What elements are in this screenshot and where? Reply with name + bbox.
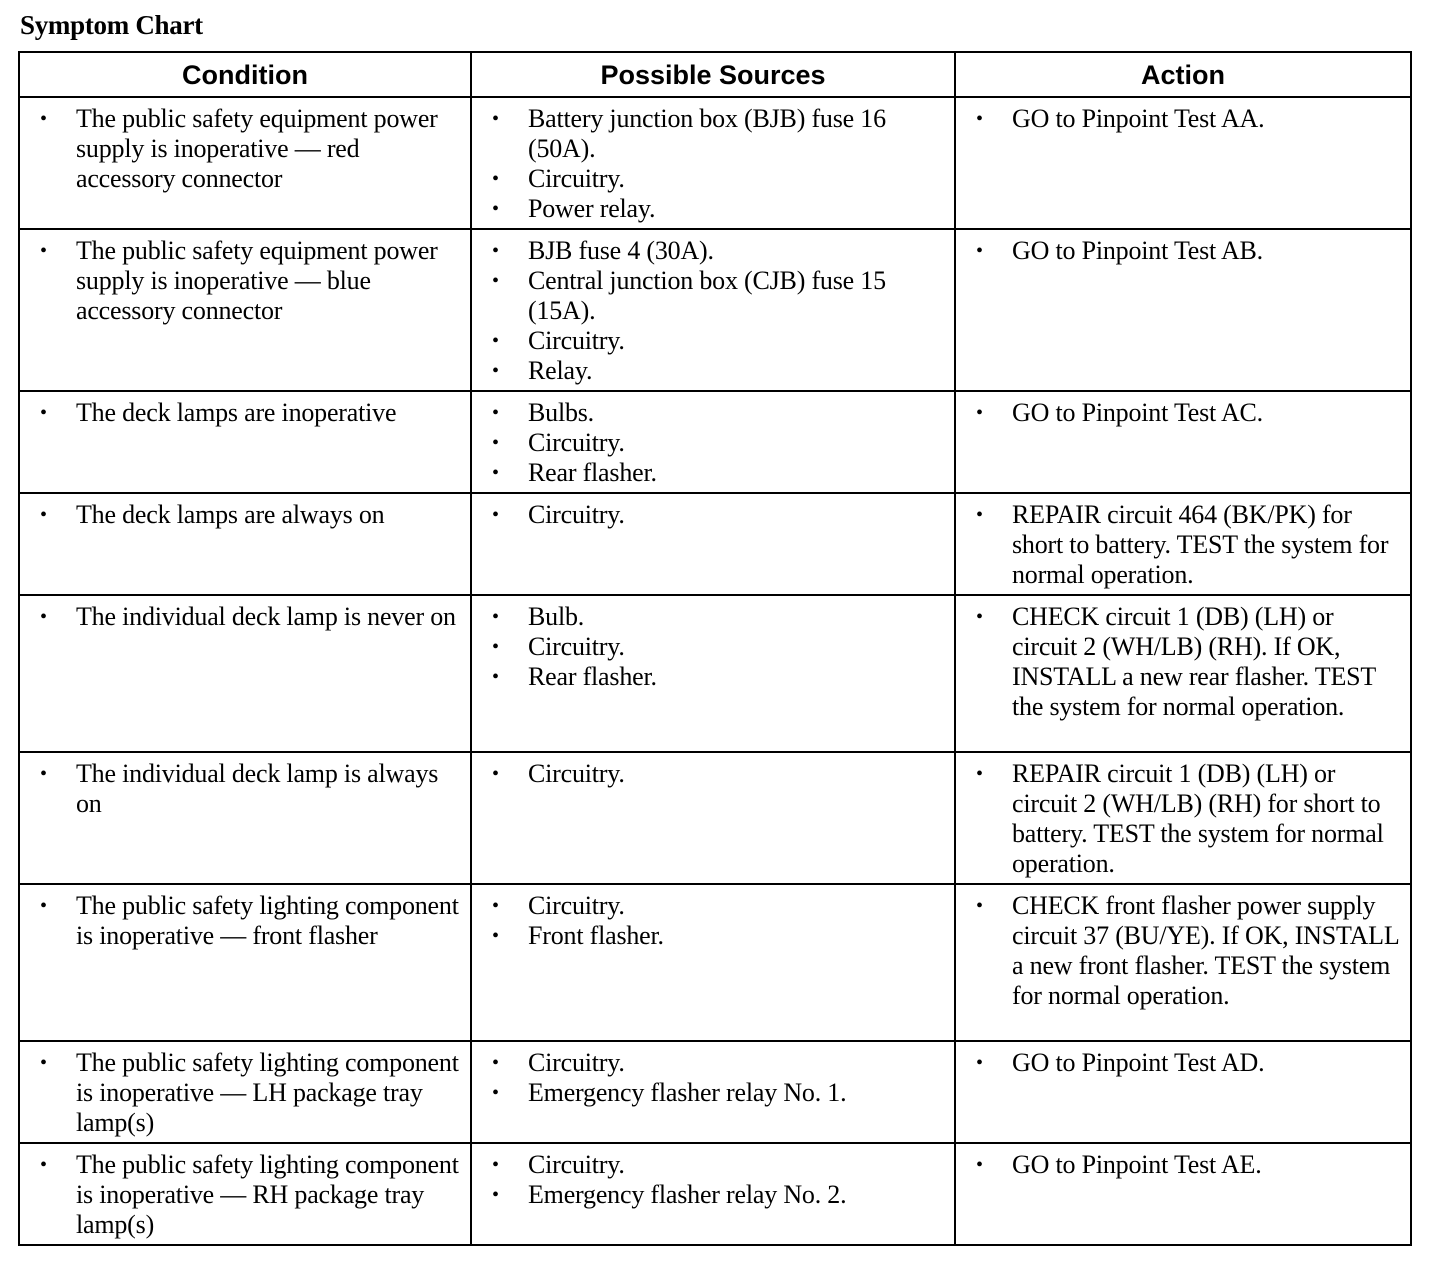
page-title: Symptom Chart [20,10,203,40]
sources-cell [471,1041,955,1143]
table-row [19,493,1411,595]
condition-text: • The public safety lighting component is inoperative — LH package tray lamp(s) [34,1048,462,1138]
header-row [19,52,1411,97]
condition-text: • The individual deck lamp is always on [34,759,462,819]
condition-cell [19,391,471,493]
action-text: • REPAIR circuit 464 (BK/PK) for short to battery. TEST the system for normal operation. [970,500,1402,590]
source-item: • BJB fuse 4 (30A). [486,236,946,266]
action-text: • GO to Pinpoint Test AB. [970,236,1402,266]
condition-text: • The public safety lighting component is inoperative — front flasher [34,891,462,951]
action-text: • GO to Pinpoint Test AE. [970,1150,1402,1180]
condition-cell [19,493,471,595]
action-text: • REPAIR circuit 1 (DB) (LH) or circuit 2 (WH/LB) (RH) for short to battery. TEST the system for normal operation. [970,759,1402,879]
source-item: • Front flasher. [486,921,946,951]
condition-cell [19,884,471,1041]
source-item: • Circuitry. [486,1150,946,1180]
source-item: • Circuitry. [486,632,946,662]
source-item: • Bulbs. [486,398,946,428]
condition-cell [19,1041,471,1143]
source-item: • Rear flasher. [486,662,946,692]
source-item: • Circuitry. [486,759,946,789]
source-item: • Emergency flasher relay No. 2. [486,1180,946,1210]
source-item: • Bulb. [486,602,946,632]
source-item: • Battery junction box (BJB) fuse 16 (50A). [486,104,946,164]
sources-cell [471,391,955,493]
source-item: • Circuitry. [486,428,946,458]
condition-text: • The deck lamps are always on [34,500,462,530]
action-text: • CHECK front flasher power supply circuit 37 (BU/YE). If OK, INSTALL a new front flasher. TEST the system for normal operation. [970,891,1402,1011]
action-text: • GO to Pinpoint Test AA. [970,104,1402,134]
action-cell [955,493,1411,595]
condition-text: • The public safety lighting component is inoperative — RH package tray lamp(s) [34,1150,462,1240]
action-cell [955,595,1411,752]
table-row [19,229,1411,391]
sources-cell [471,229,955,391]
source-item: • Power relay. [486,194,946,224]
source-item: • Circuitry. [486,500,946,530]
table-row [19,1143,1411,1245]
sources-cell [471,97,955,229]
source-item: • Circuitry. [486,326,946,356]
condition-cell [19,752,471,884]
table-row [19,752,1411,884]
condition-cell [19,229,471,391]
table-row [19,884,1411,1041]
source-item: • Circuitry. [486,891,946,921]
action-text: • GO to Pinpoint Test AD. [970,1048,1402,1078]
sources-cell [471,595,955,752]
action-cell [955,884,1411,1041]
source-item: • Relay. [486,356,946,386]
table-row [19,97,1411,229]
action-cell [955,97,1411,229]
source-item: • Central junction box (CJB) fuse 15 (15A). [486,266,946,326]
sources-cell [471,752,955,884]
source-item: • Rear flasher. [486,458,946,488]
table-row [19,595,1411,752]
action-text: • CHECK circuit 1 (DB) (LH) or circuit 2 (WH/LB) (RH). If OK, INSTALL a new rear flasher. TEST the system for normal operation. [970,602,1402,722]
action-cell [955,229,1411,391]
source-item: • Emergency flasher relay No. 1. [486,1078,946,1108]
condition-text: • The individual deck lamp is never on [34,602,462,632]
condition-text: • The public safety equipment power supply is inoperative — red accessory connector [34,104,462,194]
condition-cell [19,97,471,229]
action-text: • GO to Pinpoint Test AC. [970,398,1402,428]
table-row [19,1041,1411,1143]
source-item: • Circuitry. [486,164,946,194]
condition-text: • The public safety equipment power supply is inoperative — blue accessory connector [34,236,462,326]
action-cell [955,391,1411,493]
action-cell [955,1041,1411,1143]
source-item: • Circuitry. [486,1048,946,1078]
column-header-condition: Condition [19,52,471,97]
action-cell [955,752,1411,884]
condition-cell [19,1143,471,1245]
sources-cell [471,884,955,1041]
column-header-action: Action [955,52,1411,97]
action-cell [955,1143,1411,1245]
condition-cell [19,595,471,752]
condition-text: • The deck lamps are inoperative [34,398,462,428]
table-row [19,391,1411,493]
sources-cell [471,1143,955,1245]
symptom-chart-table [18,51,1412,1246]
sources-cell [471,493,955,595]
column-header-possible-sources: Possible Sources [471,52,955,97]
